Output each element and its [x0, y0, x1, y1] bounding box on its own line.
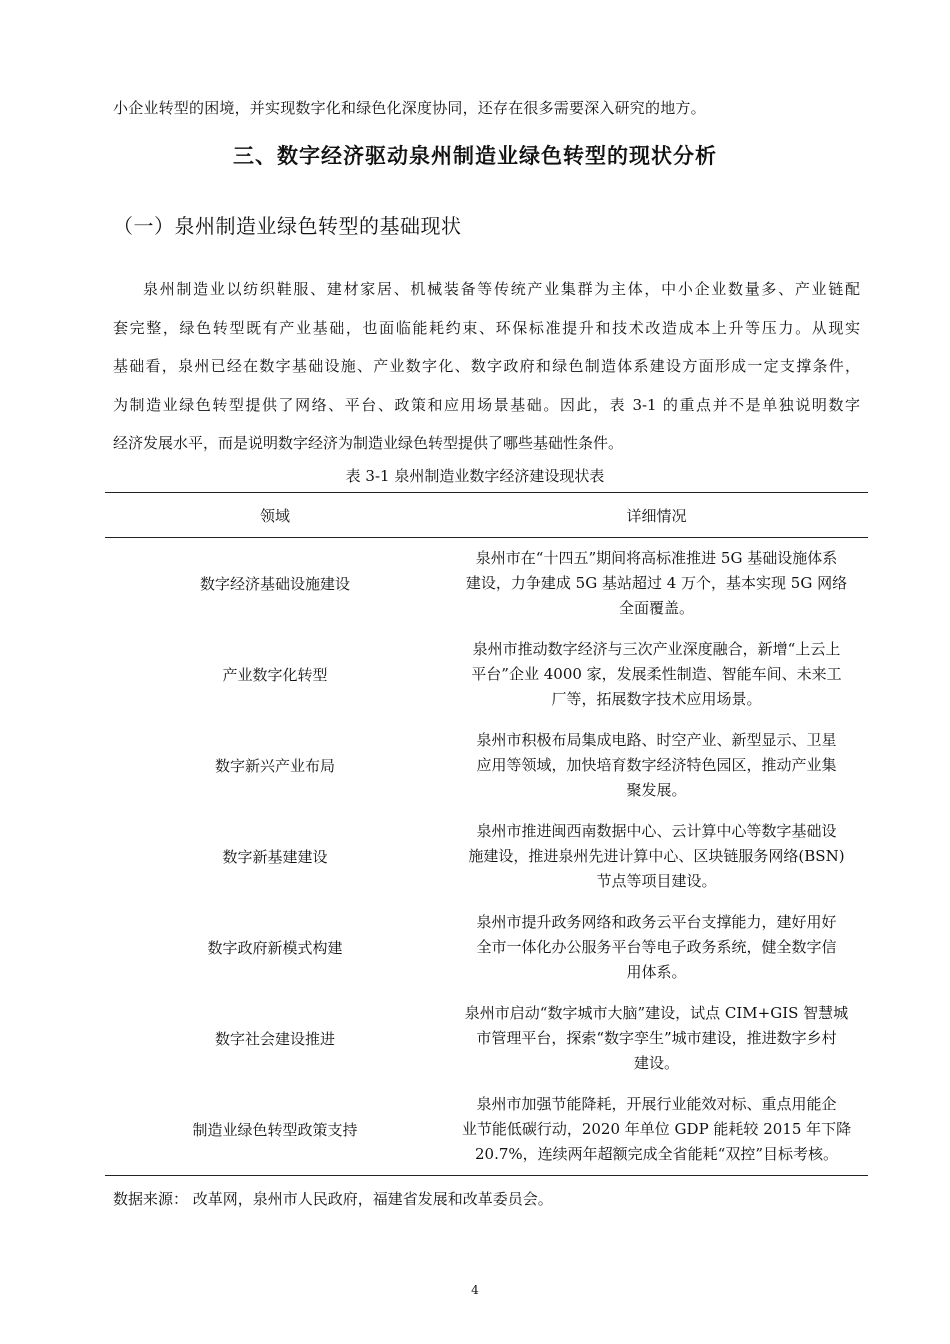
- table-row: [105, 538, 868, 630]
- table-row: [105, 1084, 868, 1176]
- row-field: 产业数字化转型: [222, 666, 328, 684]
- intro-line: 小企业转型的困境，并实现数字化和绿色化深度协同，还存在很多需要深入研究的地方。: [113, 99, 706, 117]
- row-detail: [445, 1084, 868, 1176]
- detail-line: 施建设，推进泉州先进计算中心、区块链服务网络(BSN): [468, 847, 845, 865]
- row-field: 数字经济基础设施建设: [199, 575, 350, 593]
- row-field: 制造业绿色转型政策支持: [192, 1121, 358, 1139]
- row-detail: [445, 993, 868, 1084]
- detail-line: 建设，力争建成 5G 基站超过 4 万个，基本实现 5G 网络: [465, 574, 848, 592]
- subsection-title: （一）泉州制造业绿色转型的基础现状: [113, 214, 462, 238]
- detail-line: 业节能低碳行动，2020 年单位 GDP 能耗较 2015 年下降: [461, 1120, 852, 1138]
- row-detail: [445, 720, 868, 811]
- detail-line: 20.7%，连续两年超额完成全省能耗“双控”目标考核。: [475, 1145, 838, 1163]
- table-row: [105, 629, 868, 720]
- detail-line: 节点等项目建设。: [596, 872, 717, 890]
- source-note: 数据来源： 改革网，泉州市人民政府，福建省发展和改革委员会。: [113, 1190, 553, 1208]
- paragraph-line: 泉州制造业以纺织鞋服、建材家居、机械装备等传统产业集群为主体，中小企业数量多、产业链配: [143, 280, 860, 298]
- table-row: [105, 993, 868, 1084]
- body-paragraph: [113, 270, 860, 463]
- detail-line: 聚发展。: [626, 781, 687, 799]
- table-row: [105, 811, 868, 902]
- detail-line: 建设。: [633, 1054, 679, 1072]
- detail-line: 泉州市积极布局集成电路、时空产业、新型显示、卫星: [476, 731, 837, 749]
- section-title: 三、数字经济驱动泉州制造业绿色转型的现状分析: [233, 144, 717, 168]
- row-detail: [445, 902, 868, 993]
- header-field: 领域: [259, 506, 290, 525]
- detail-line: 用体系。: [626, 963, 687, 981]
- detail-line: 市管理平台，探索“数字孪生”城市建设，推进数字乡村: [476, 1029, 837, 1047]
- row-detail: [445, 811, 868, 902]
- paragraph-line: 经济发展水平，而是说明数字经济为制造业绿色转型提供了哪些基础性条件。: [113, 434, 624, 453]
- row-field: 数字新基建建设: [222, 848, 328, 866]
- paragraph-line: 套完整，绿色转型既有产业基础，也面临能耗约束、环保标准提升和技术改造成本上升等压力。从现实: [113, 318, 860, 337]
- status-table: [105, 492, 868, 1176]
- row-field: 数字社会建设推进: [214, 1030, 335, 1048]
- row-field: 数字新兴产业布局: [214, 757, 335, 775]
- detail-line: 应用等领域，加快培育数字经济特色园区，推动产业集: [476, 756, 837, 774]
- paragraph-line: 基础看，泉州已经在数字基础设施、产业数字化、数字政府和绿色制造体系建设方面形成一定支撑条件，: [113, 357, 860, 376]
- detail-line: 全市一体化办公服务平台等电子政务系统，健全数字信: [476, 938, 837, 956]
- detail-line: 厂等，拓展数字技术应用场景。: [551, 690, 762, 708]
- page-number: 4: [471, 1283, 479, 1297]
- table-row: [105, 720, 868, 811]
- detail-line: 平台”企业 4000 家，发展柔性制造、智能车间、未来工: [471, 665, 842, 683]
- detail-line: 泉州市加强节能降耗，开展行业能效对标、重点用能企: [476, 1095, 837, 1113]
- row-detail: [445, 538, 868, 630]
- detail-line: 泉州市推动数字经济与三次产业深度融合，新增“上云上: [472, 640, 841, 658]
- detail-line: 泉州市在“十四五”期间将高标准推进 5G 基础设施体系: [475, 549, 838, 567]
- detail-line: 全面覆盖。: [618, 599, 694, 617]
- detail-line: 泉州市提升政务网络和政务云平台支撑能力，建好用好: [476, 913, 837, 931]
- row-detail: [445, 629, 868, 720]
- table-caption: 表 3-1 泉州制造业数字经济建设现状表: [345, 467, 605, 485]
- table-header-row: [105, 493, 868, 538]
- detail-line: 泉州市推进闽西南数据中心、云计算中心等数字基础设: [476, 822, 837, 840]
- detail-line: 泉州市启动“数字城市大脑”建设，试点 CIM+GIS 智慧城: [464, 1004, 849, 1022]
- row-field: 数字政府新模式构建: [207, 939, 343, 957]
- header-detail: 详细情况: [626, 506, 687, 525]
- table-row: [105, 902, 868, 993]
- paragraph-line: 为制造业绿色转型提供了网络、平台、政策和应用场景基础。因此，表 3-1 的重点并不是单独说明数字: [113, 395, 860, 414]
